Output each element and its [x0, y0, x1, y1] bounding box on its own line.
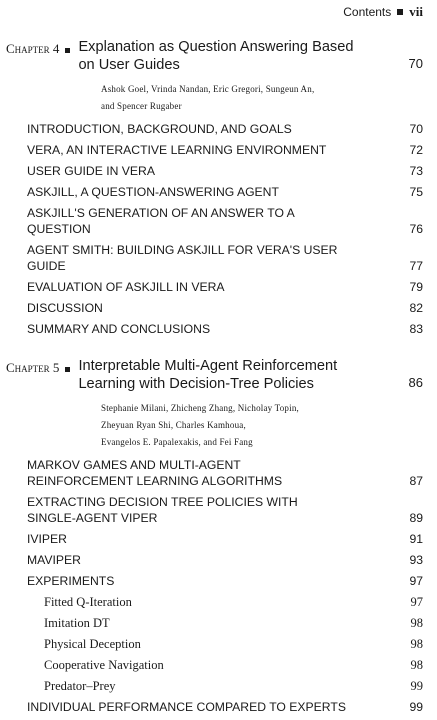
section-entry[interactable]	[6, 699, 423, 715]
section-title	[6, 121, 395, 137]
section-entry[interactable]	[6, 205, 423, 237]
section-page-number: 99	[409, 700, 423, 714]
author-line: Zheyuan Ryan Shi, Charles Kamhoua,	[101, 420, 246, 430]
chapter-authors	[101, 400, 423, 451]
section-title	[6, 494, 395, 526]
section-page-number: 91	[409, 532, 423, 546]
chapter-block	[6, 357, 423, 720]
section-page-number: 79	[409, 280, 423, 294]
section-title-line: EVALUATION OF ASKJILL IN VERA	[27, 280, 225, 294]
chapter-title-line: on User Guides	[78, 57, 180, 73]
section-entry[interactable]	[6, 163, 423, 179]
section-entry[interactable]	[6, 242, 423, 274]
section-page-number: 97	[410, 595, 423, 609]
section-title-line: EXPERIMENTS	[27, 574, 115, 588]
running-header-label: Contents	[343, 5, 392, 19]
author-line: Evangelos E. Papalexakis, and Fei Fang	[101, 437, 253, 447]
section-page-number: 82	[409, 301, 423, 315]
square-bullet-icon	[65, 48, 70, 53]
section-title	[6, 457, 395, 489]
section-page-number: 98	[410, 616, 423, 630]
section-title-line: DISCUSSION	[27, 301, 103, 315]
section-title	[6, 321, 395, 337]
chapter-title-line: Explanation as Question Answering Based	[78, 39, 354, 55]
section-entry[interactable]	[6, 279, 423, 295]
chapter-heading[interactable]	[6, 38, 423, 74]
author-line: Stephanie Milani, Zhicheng Zhang, Nicholay Topin,	[101, 403, 299, 413]
chapter-title	[78, 38, 395, 74]
subsection-entry[interactable]	[6, 636, 423, 652]
section-entry[interactable]	[6, 142, 423, 158]
running-header	[343, 4, 423, 20]
section-title	[6, 205, 395, 237]
section-title-line: REINFORCEMENT LEARNING ALGORITHMS	[27, 474, 283, 488]
section-title-line: ASKJILL, A QUESTION-ANSWERING AGENT	[27, 185, 279, 199]
section-title-line: Cooperative Navigation	[44, 658, 164, 672]
section-title	[6, 699, 395, 715]
section-title	[6, 300, 395, 316]
section-page-number: 73	[409, 164, 423, 178]
chapter-page-number: 86	[408, 375, 423, 390]
section-title-line: INDIVIDUAL PERFORMANCE COMPARED TO EXPERTS	[27, 700, 346, 714]
section-page-number: 89	[409, 511, 423, 525]
section-entry[interactable]	[6, 531, 423, 547]
section-title	[6, 531, 395, 547]
section-title-line: MARKOV GAMES AND MULTI-AGENT	[27, 458, 241, 472]
section-title	[6, 279, 395, 295]
section-title-line: GUIDE	[27, 259, 66, 273]
section-entry[interactable]	[6, 573, 423, 589]
section-title	[6, 657, 395, 673]
section-title-line: QUESTION	[27, 222, 91, 236]
section-title-line: SUMMARY AND CONCLUSIONS	[27, 322, 211, 336]
section-title	[6, 163, 395, 179]
section-title	[6, 678, 395, 694]
square-bullet-icon	[397, 9, 403, 15]
subsection-entry[interactable]	[6, 615, 423, 631]
chapter-authors	[101, 81, 423, 115]
section-title-line: AGENT SMITH: BUILDING ASKJILL FOR VERA'S USER	[27, 243, 338, 257]
section-title-line: IVIPER	[27, 532, 67, 546]
subsection-entry[interactable]	[6, 678, 423, 694]
section-entry[interactable]	[6, 457, 423, 489]
section-page-number: 77	[409, 259, 423, 273]
chapter-label: Chapter 4	[6, 41, 60, 56]
section-page-number: 98	[410, 637, 423, 651]
section-entry[interactable]	[6, 552, 423, 568]
section-title	[6, 636, 395, 652]
chapter-page-number: 70	[408, 56, 423, 71]
section-title	[6, 242, 395, 274]
chapter-block	[6, 38, 423, 342]
section-page-number: 75	[409, 185, 423, 199]
section-title-line: Predator–Prey	[44, 679, 116, 693]
author-line: Ashok Goel, Vrinda Nandan, Eric Gregori, Sungeun An,	[101, 84, 315, 94]
subsection-entry[interactable]	[6, 657, 423, 673]
section-entry[interactable]	[6, 494, 423, 526]
section-list	[6, 121, 423, 337]
section-title-line: Fitted Q-Iteration	[44, 595, 132, 609]
section-list	[6, 457, 423, 715]
section-title-line: Imitation DT	[44, 616, 110, 630]
chapter-title-line: Learning with Decision-Tree Policies	[78, 376, 314, 392]
section-entry[interactable]	[6, 121, 423, 137]
section-page-number: 87	[409, 474, 423, 488]
section-entry[interactable]	[6, 300, 423, 316]
section-title-line: MAVIPER	[27, 553, 81, 567]
section-page-number: 99	[410, 679, 423, 693]
section-entry[interactable]	[6, 184, 423, 200]
section-title	[6, 573, 395, 589]
section-page-number: 93	[409, 553, 423, 567]
section-page-number: 83	[409, 322, 423, 336]
section-title	[6, 142, 395, 158]
square-bullet-icon	[65, 367, 70, 372]
section-title-line: EXTRACTING DECISION TREE POLICIES WITH	[27, 495, 298, 509]
section-title-line: Physical Deception	[44, 637, 141, 651]
chapter-label: Chapter 5	[6, 360, 60, 375]
chapter-title	[78, 357, 395, 393]
chapter-title-line: Interpretable Multi-Agent Reinforcement	[78, 358, 338, 374]
section-title	[6, 594, 395, 610]
section-entry[interactable]	[6, 321, 423, 337]
section-title	[6, 552, 395, 568]
section-title-line: USER GUIDE IN VERA	[27, 164, 155, 178]
section-title-line: VERA, AN INTERACTIVE LEARNING ENVIRONMENT	[27, 143, 327, 157]
section-page-number: 98	[410, 658, 423, 672]
section-title-line: SINGLE-AGENT VIPER	[27, 511, 158, 525]
section-page-number: 72	[409, 143, 423, 157]
author-line: and Spencer Rugaber	[101, 101, 182, 111]
section-title	[6, 615, 395, 631]
section-page-number: 70	[409, 122, 423, 136]
running-header-page-number: vii	[409, 4, 423, 19]
section-title	[6, 184, 395, 200]
subsection-entry[interactable]	[6, 594, 423, 610]
section-title-line: ASKJILL'S GENERATION OF AN ANSWER TO A	[27, 206, 295, 220]
section-page-number: 97	[409, 574, 423, 588]
section-title-line: INTRODUCTION, BACKGROUND, AND GOALS	[27, 122, 292, 136]
chapter-heading[interactable]	[6, 357, 423, 393]
section-page-number: 76	[409, 222, 423, 236]
